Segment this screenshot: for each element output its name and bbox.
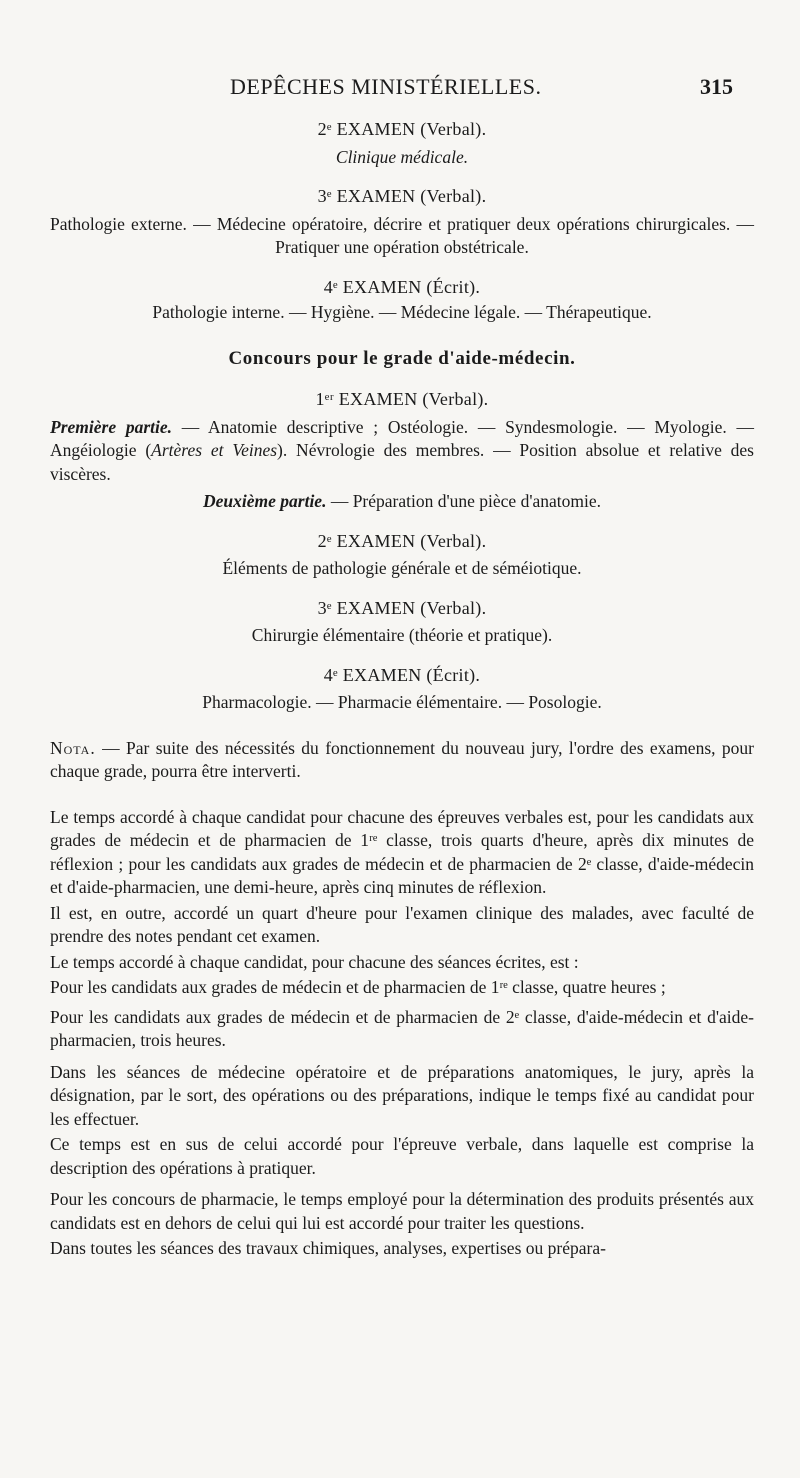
part2-paragraph <box>50 490 754 514</box>
page-body <box>50 118 754 1261</box>
exam-title: 2ᵉ EXAMEN (Verbal). <box>317 530 487 551</box>
part-text: — Anatomie descriptive ; Ostéologie. — Syndesmologie. — Myologie. — Angéiologie ( <box>50 416 755 460</box>
section-heading: Concours pour le grade d'aide-médecin. <box>228 347 576 369</box>
exam-text: Pathologie interne. — Hygiène. — Médecine légale. — Thérapeutique. <box>152 302 652 322</box>
part1-paragraph <box>50 416 754 487</box>
body-paragraph: Ce temps est en sus de celui accordé pour l'épreuve verbale, dans laquelle est comprise la description des opérations à pratiquer. <box>50 1134 754 1178</box>
exam-text: Éléments de pathologie générale et de séméiotique. <box>222 558 582 578</box>
exam-title: 4ᵉ EXAMEN (Écrit). <box>323 276 481 297</box>
body-paragraph: Pour les candidats aux grades de médecin et de pharmacien de 1ʳᵉ classe, quatre heures ; <box>50 977 666 997</box>
body-paragraph: Dans toutes les séances des travaux chimiques, analyses, expertises ou prépara- <box>50 1238 606 1258</box>
exam-text: Chirurgie élémentaire (théorie et pratique). <box>251 625 553 645</box>
exam-title: 1ᵉʳ EXAMEN (Verbal). <box>315 389 489 409</box>
nota-label: Nota. <box>50 737 96 758</box>
body-paragraph: Il est, en outre, accordé un quart d'heure pour l'examen clinique des malades, avec faculté de prendre des notes pendant cet examen. <box>50 902 754 946</box>
exam-text: Pharmacologie. — Pharmacie élémentaire. — Posologie. <box>202 692 602 712</box>
part-text: ). Névrologie des membres. — Position absolue et relative des viscères. <box>50 440 754 484</box>
exam-title: 3ᵉ EXAMEN (Verbal). <box>317 597 487 618</box>
nota-text: — Par suite des nécessités du fonctionnement du nouveau jury, l'ordre des examens, pour chaque grade, pourra être interverti. <box>50 737 754 781</box>
exam-title: 3ᵉ EXAMEN (Verbal). <box>317 186 487 206</box>
exam-title: 4ᵉ EXAMEN (Écrit). <box>323 664 481 685</box>
body-paragraph: Le temps accordé à chaque candidat, pour chacune des séances écrites, est : <box>50 951 579 972</box>
part-label: Deuxième partie. <box>203 491 327 511</box>
body-paragraph: Pour les concours de pharmacie, le temps employé pour la détermination des produits présentés aux candidats est en dehors de celui qui lui est accordé pour traiter les questions. <box>50 1189 754 1233</box>
nota-paragraph <box>50 737 754 784</box>
exam-subject: Clinique médicale. <box>335 146 469 167</box>
body-paragraph: Dans les séances de médecine opératoire et de préparations anatomiques, le jury, après la désignation, par le sort, des opérations ou des préparations, indique le temps fixé au candidat pour les effectuer. <box>50 1061 754 1129</box>
exam-title: 2ᵉ EXAMEN (Verbal). <box>317 119 487 139</box>
body-paragraph: Le temps accordé à chaque candidat pour chacune des épreuves verbales est, pour les candidats aux grades de médecin et de pharmacien de 1ʳᵉ classe, trois quarts d'heure, après dix minutes de réflexion ; pour les candidats aux grades de médecin et de pharmacien de 2ᵉ classe, d'aide-médecin et d'aide-pharmacien, une demi-heure, après cinq minutes de réflexion. <box>50 806 754 897</box>
running-title: DEPÊCHES MINISTÉRIELLES. <box>230 74 542 99</box>
page-header <box>0 74 800 104</box>
exam-text: Pathologie externe. — Médecine opératoire, décrire et pratiquer deux opérations chirurgicales. — Pratiquer une opération obstétricale. <box>50 213 754 257</box>
part-label: Première partie. <box>50 416 173 437</box>
page-number: 315 <box>700 74 733 99</box>
part-text: — Préparation d'une pièce d'anatomie. <box>326 491 601 511</box>
part-italic: Artères et Veines <box>151 440 278 460</box>
body-paragraph: Pour les candidats aux grades de médecin et de pharmacien de 2ᵉ classe, d'aide-médecin et d'aide-pharmacien, trois heures. <box>50 1006 754 1050</box>
